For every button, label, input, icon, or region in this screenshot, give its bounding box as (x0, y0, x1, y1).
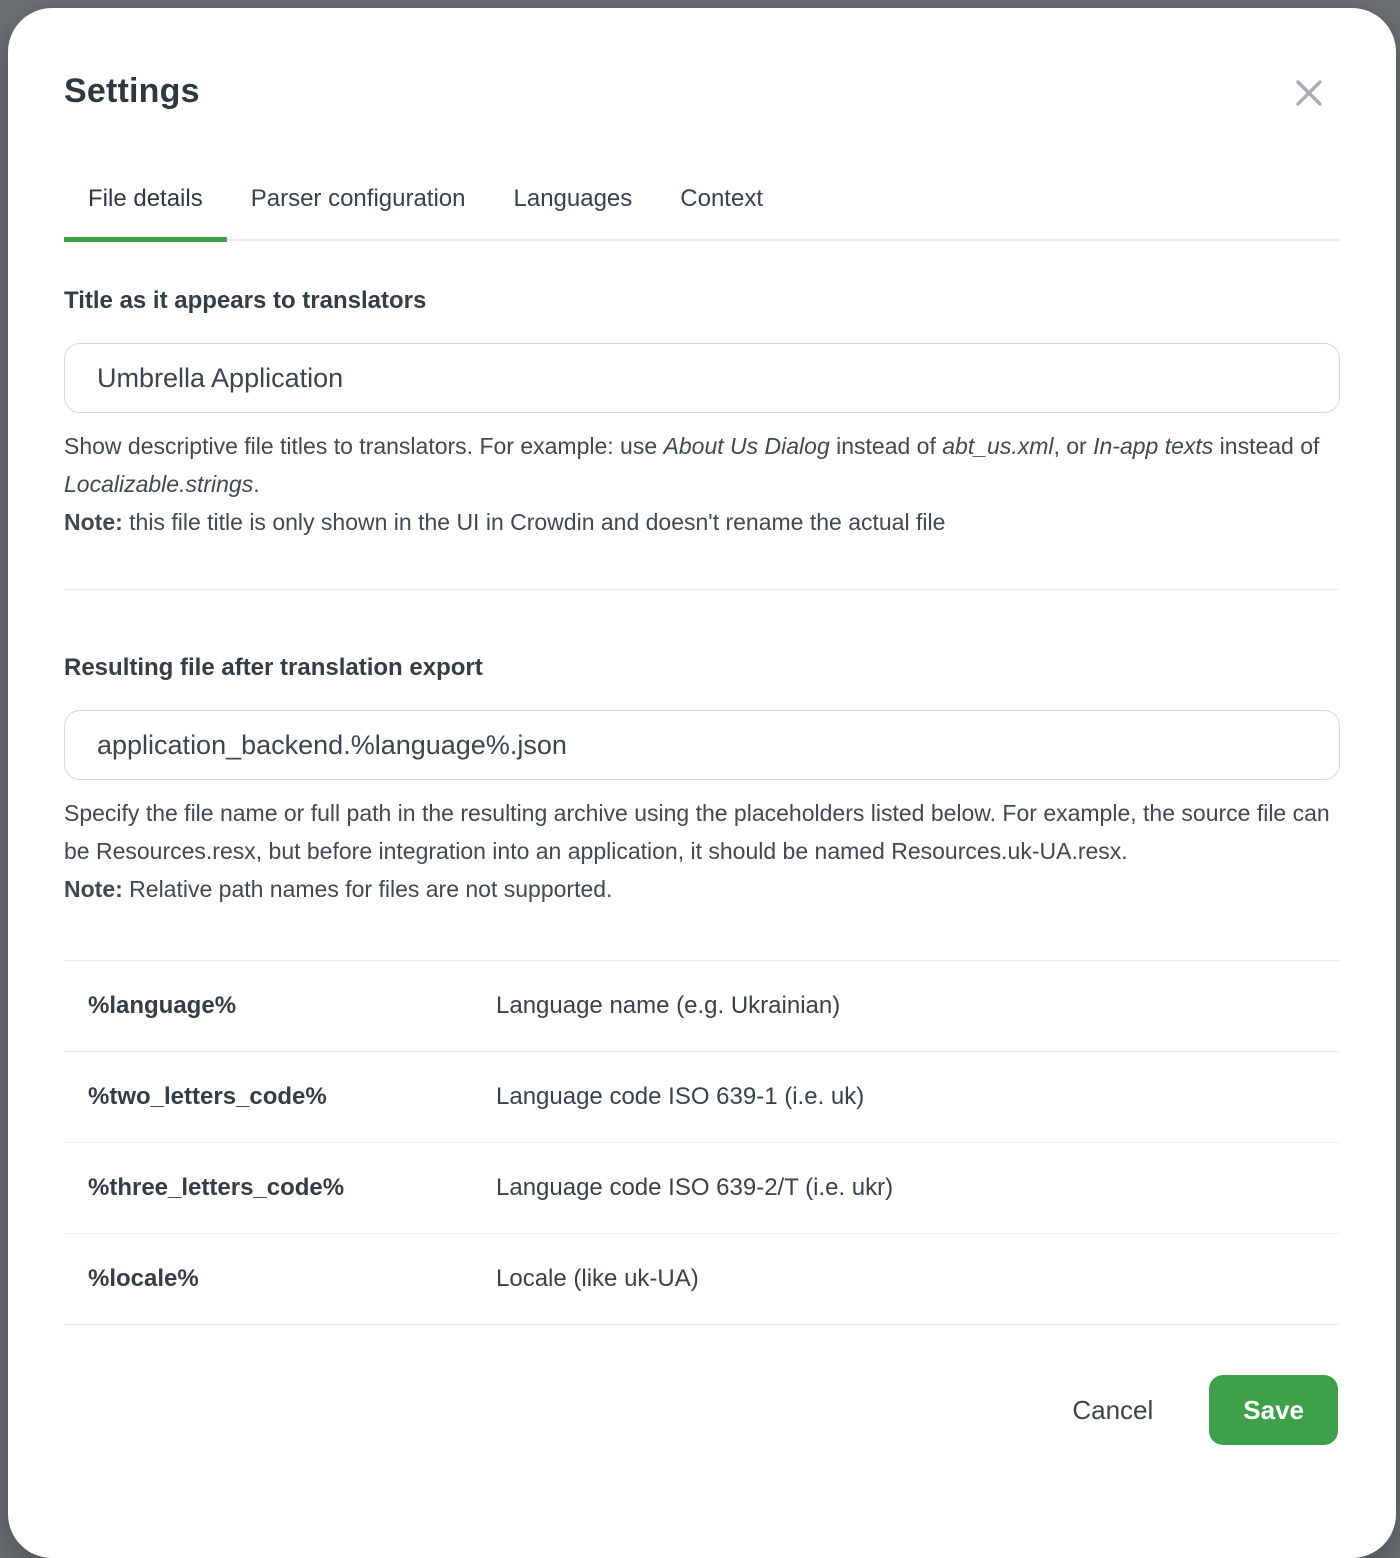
close-button[interactable] (1290, 74, 1328, 112)
export-help-text (64, 794, 1340, 908)
export-section-label: Resulting file after translation export (64, 654, 483, 681)
placeholder-description: Language name (e.g. Ukrainian) (496, 992, 841, 1019)
placeholder-description: Language code ISO 639-1 (i.e. uk) (496, 1083, 865, 1110)
title-section-label: Title as it appears to translators (64, 287, 427, 314)
help-text-segment: Localizable.strings (64, 471, 254, 497)
tab-context[interactable]: Context (680, 185, 763, 212)
tab-bar (64, 185, 1340, 241)
tab-languages[interactable]: Languages (513, 185, 633, 212)
placeholder-code: %two_letters_code% (88, 1083, 327, 1110)
help-text-segment: . (253, 471, 260, 497)
file-title-input[interactable] (64, 343, 1340, 413)
help-text-segment: About Us Dialog (663, 433, 830, 459)
help-text-segment: Show descriptive file titles to translators. For example: use (64, 433, 664, 459)
placeholder-code: %locale% (88, 1265, 199, 1292)
title-help-text (64, 427, 1340, 541)
tab-parser-configuration[interactable]: Parser configuration (250, 185, 466, 212)
note-label: Note: (64, 509, 123, 535)
cancel-button[interactable]: Cancel (1072, 1394, 1154, 1425)
settings-dialog (8, 8, 1396, 1558)
help-text-segment: , or (1053, 433, 1094, 459)
section-divider (64, 589, 1340, 590)
dialog-title: Settings (64, 72, 200, 110)
placeholders-table (64, 960, 1340, 1325)
placeholder-row (64, 961, 1340, 1052)
placeholder-code: %language% (88, 992, 237, 1019)
note-label: Note: (64, 876, 123, 902)
help-text-segment: Specify the file name or full path in the resulting archive using the placeholders listed below. For example, the source file can be Resources.resx, but before integration into an application, it should be named Resources.uk-UA.resx. (64, 800, 1330, 864)
placeholder-description: Locale (like uk-UA) (496, 1265, 699, 1292)
placeholder-row (64, 1052, 1340, 1143)
help-text-segment: instead of (1213, 433, 1320, 459)
dialog-footer (64, 1375, 1340, 1445)
placeholder-row (64, 1234, 1340, 1325)
note-text: this file title is only shown in the UI in Crowdin and doesn't rename the actual file (122, 509, 946, 535)
save-button[interactable]: Save (1209, 1375, 1338, 1445)
placeholder-row (64, 1143, 1340, 1234)
help-text-segment: instead of (829, 433, 943, 459)
tab-file-details[interactable]: File details (64, 185, 227, 239)
help-text-segment: abt_us.xml (942, 433, 1054, 459)
placeholder-code: %three_letters_code% (88, 1174, 345, 1201)
help-text-segment: In-app texts (1093, 433, 1214, 459)
placeholder-description: Language code ISO 639-2/T (i.e. ukr) (496, 1174, 894, 1201)
close-icon (1294, 78, 1324, 108)
note-text: Relative path names for files are not supported. (122, 876, 613, 902)
resulting-file-input[interactable] (64, 710, 1340, 780)
